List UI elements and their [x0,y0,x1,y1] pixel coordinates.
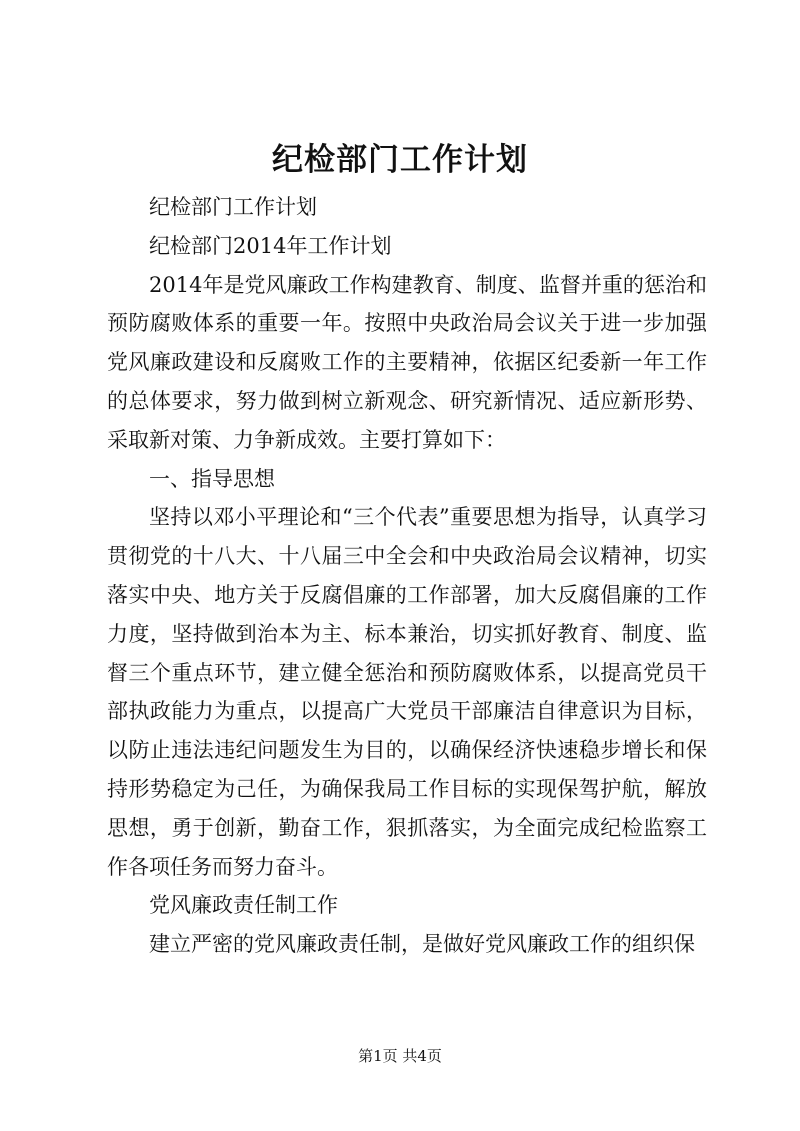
paragraph-plan-title: 纪检部门2014年工作计划 [149,233,392,258]
paragraph-guiding-thought: 坚持以邓小平理论和“三个代表”重要思想为指导，认真学习贯彻党的十八大、十八届三中全会和中央政治局会议精神，切实落实中央、地方关于反腐倡廉的工作部署，加大反腐倡廉的工作力度，坚持做到治本为主、标本兼治，切实抓好教育、制度、监督三个重点环节，建立健全惩治和预防腐败体系，以提高党员干部执政能力为重点，以提高广大党员干部廉洁自律意识为目标，以防止违法违纪问题发生为目的，以确保经济快速稳步增长和保持形势稳定为己任，为确保我局工作目标的实现保驾护航，解放思想，勇于创新，勤奋工作，狠抓落实，为全面完成纪检监察工作各项任务而努力奋斗。 [107,505,707,879]
section-heading-responsibility: 党风廉政责任制工作 [149,893,338,918]
paragraph-responsibility: 建立严密的党风廉政责任制，是做好党风廉政工作的组织保 [149,932,695,957]
paragraph-subtitle: 纪检部门工作计划 [149,195,317,219]
page-title: 纪检部门工作计划 [272,142,528,178]
section-heading-guiding-thought: 一、指导思想 [149,466,275,491]
paragraph-intro: 2014年是党风廉政工作构建教育、制度、监督并重的惩治和预防腐败体系的重要一年。按照中央政治局会议关于进一步加强党风廉政建设和反腐败工作的主要精神，依据区纪委新一年工作的总体要求，努力做到树立新观念、研究新情况、适应新形势、采取新对策、力争新成效。主要打算如下： [107,272,707,452]
document-body [107,188,707,964]
page-footer: 第1页 共4页 [358,1047,442,1065]
